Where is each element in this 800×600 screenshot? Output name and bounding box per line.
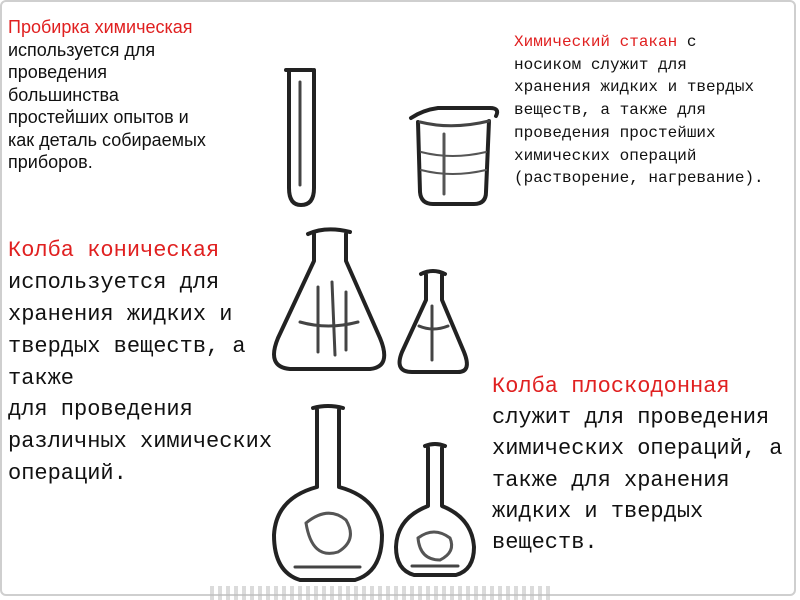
test-tube-line: проведения <box>8 62 107 82</box>
beaker-line: проведения простейших <box>514 123 716 142</box>
test-tube-title: Пробирка химическая <box>8 17 193 37</box>
test-tube-line: приборов. <box>8 152 93 172</box>
conical-flask-line: используется для <box>8 269 220 295</box>
beaker-line: веществ, а также для <box>514 101 707 120</box>
flat-bottom-flask-line: веществ. <box>492 530 598 556</box>
test-tube-line: как деталь собираемых <box>8 129 206 150</box>
conical-flask-large-icon <box>274 229 384 369</box>
flat-bottom-flask-line: также для хранения <box>492 467 730 493</box>
flat-bottom-flask-line: химических операций, а <box>492 436 783 462</box>
flat-bottom-flask-line: служит для проведения <box>492 405 770 431</box>
conical-flask-line: операций. <box>8 461 127 487</box>
test-tube-line: большинства <box>8 84 119 105</box>
test-tube-line: используется для <box>8 39 156 60</box>
flat-bottom-flask-line: жидких и твердых <box>492 498 704 524</box>
beaker-title: Химический стакан <box>514 33 678 51</box>
beaker-line: (растворение, нагревание). <box>514 169 764 188</box>
flat-bottom-flask-small-icon <box>396 444 474 575</box>
test-tube-icon <box>286 70 314 205</box>
conical-flask-line: хранения жидких и <box>8 301 233 327</box>
test-tube-line: простейших опытов и <box>8 107 189 127</box>
conical-flask-line: твердых веществ, а также <box>8 333 246 391</box>
conical-flask-line: для проведения <box>8 397 193 423</box>
beaker-line: хранения жидких и твердых <box>514 78 755 97</box>
conical-flask-line: различных химических <box>8 429 273 455</box>
flat-bottom-flask-title: Колба плоскодонная <box>492 374 730 399</box>
beaker-line: носиком служит для <box>514 55 687 74</box>
beaker-line: с <box>686 33 697 51</box>
beaker-icon <box>411 108 497 204</box>
conical-flask-title: Колба коническая <box>8 238 220 263</box>
beaker-line: химических операций <box>514 146 697 165</box>
flat-bottom-flask-large-icon <box>274 406 382 580</box>
conical-flask-small-icon <box>400 271 467 372</box>
